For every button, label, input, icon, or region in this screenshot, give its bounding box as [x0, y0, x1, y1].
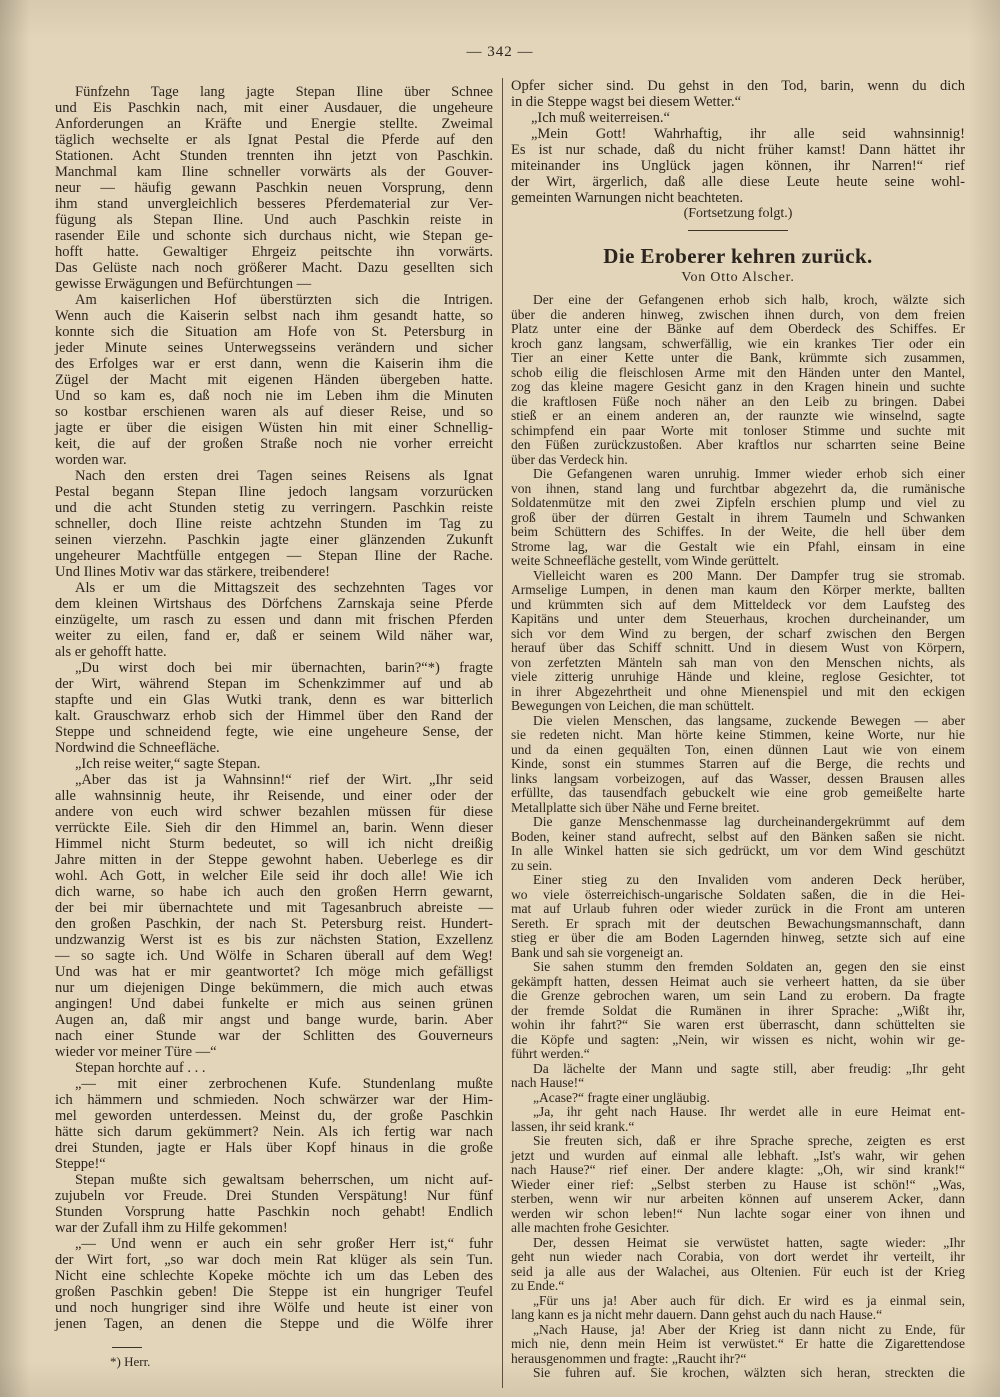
text-line: geht nun wieder nach Corabia, von dort werdet ihr verteilt, ihr: [511, 1249, 965, 1264]
section-rule: [688, 230, 788, 231]
footnote-rule: [112, 1347, 142, 1348]
text-line: „Mein Gott! Wahrhaftig, ihr alle seid wahnsinnig!: [531, 126, 965, 142]
text-line: beim Schüttern des Schiffes. In der Weite, die hell über dem: [511, 524, 965, 539]
text-line: in die Steppe wagst bei diesem Wetter.“: [511, 94, 742, 110]
article-byline: Von Otto Alscher.: [681, 270, 795, 285]
text-line: Anforderungen an Kräfte und Energie stellte. Zweimal: [55, 116, 493, 132]
text-line: den Füßen zurückzustoßen. Aber kraftlos nur scharrten seine Beine: [511, 437, 965, 452]
text-line: Der, dessen Heimat sie verwüstet hatten, sagte wieder: „Ihr: [533, 1234, 965, 1250]
text-line: über das Verdeck hin.: [511, 451, 628, 467]
text-line: Sie fuhren auf. Sie krochen, wälzten sich heran, streckten die: [533, 1365, 965, 1380]
text-line: Nordwind die Schneefläche.: [55, 740, 220, 756]
text-line: der fremde Soldat die Rumänen in ihrer Sprache: „Wißt ihr,: [511, 1002, 965, 1018]
text-line: als er gehofft hatte.: [55, 644, 167, 660]
text-line: Bewegungen von Leichen, die man schüttelt.: [511, 698, 755, 713]
text-line: Pestal begann Stepan Iline jedoch langsam vorzurücken: [55, 484, 493, 500]
text-line: lassen, ihr seid krank.“: [511, 1118, 635, 1134]
text-line: Sereth. Er sprach mit der deutschen Bewachungsmannschaft, dann: [511, 915, 965, 931]
column-divider: [502, 78, 503, 1388]
text-line: nach einer Stunde war der Schlitten des Gouverneurs: [55, 1028, 493, 1044]
text-line: ihm stand unvergleichlich besseres Pferdematerial zur Ver-: [55, 196, 493, 212]
text-line: „Aber das ist ja Wahnsinn!“ rief der Wirt. „Ihr seid: [75, 772, 493, 788]
text-line: und krümmten sich auf dem Mitteldeck vor dem Laufsteg des: [511, 596, 965, 612]
text-line: „Ja, ihr geht nach Hause. Ihr werdet alle in eure Heimat ent-: [533, 1104, 965, 1119]
text-line: Sie sahen stumm den fremden Soldaten an, gegen den sie einst: [533, 959, 965, 974]
continuation-note: (Fortsetzung folgt.): [683, 206, 793, 221]
paragraph: [511, 714, 965, 816]
text-line: „Nach Hause, ja! Aber der Krieg ist dann nicht zu Ende, für: [533, 1321, 965, 1337]
text-line: Opfer sicher sind. Du gehst in den Tod, barin, wenn du dich: [511, 78, 965, 94]
paragraph: [511, 1134, 965, 1236]
text-line: viele zitterig unruhige Hände und kleine, reglose Gesichter, tot: [511, 669, 965, 684]
text-line: Strome lag, war die Gestalt wie ein Pfahl, einsam in eine: [511, 538, 965, 554]
text-line: alle wahnsinnig heute, ihr Reisende, und einer oder der: [55, 788, 493, 804]
text-line: lang kann es ja nicht mehr dauern. Dann gehst auch du nach Hause.“: [511, 1307, 883, 1322]
paragraph: [511, 873, 965, 960]
text-line: hätte sich darum gekümmert? Nein. Als ich fertig war nach: [55, 1124, 493, 1140]
text-line: jagte er über die eisigen Wüsten hin mit einer Schnellig-: [55, 420, 493, 436]
text-line: Die vielen Menschen, das langsame, zuckende Bewegen — aber: [533, 712, 965, 728]
text-line: dem kleinen Wirtshaus des Dörfchens Zarnskaja seine Pferde: [55, 596, 493, 612]
text-line: und die acht Stunden stetig zu verringern. Paschkin reiste: [55, 500, 493, 516]
text-line: seid ja alle aus der Walachei, aus Oltenien. Für euch ist der Krieg: [511, 1263, 965, 1279]
text-line: zujubeln vor Freude. Drei Stunden Verspätung! Nur fünf: [55, 1188, 493, 1204]
text-line: ungeheurer Machtfülle entgegen — Stepan Iline der Rache.: [55, 548, 493, 564]
text-line: einzügelte, um rasch zu essen und dann mit frischen Pferden: [55, 612, 493, 628]
text-line: stieß er an einem anderen an, der raunzte wie winselnd, sagte: [511, 408, 965, 423]
text-line: Als er um die Mittagszeit des sechzehnten Tages vor: [75, 580, 493, 596]
text-line: ich hämmern und schmieden. Noch schwärzer war der Him-: [55, 1092, 493, 1108]
text-line: sie redeten nicht. Man hörte keine Stimmen, keine Worte, nur hie: [511, 727, 965, 742]
text-line: nur um diejenigen Dinge bekümmern, die mich auch etwas: [55, 980, 493, 996]
text-line: zu sein.: [511, 857, 553, 873]
text-line: Manchmal kam Iline schneller vorwärts als der Gouver-: [55, 164, 493, 180]
text-line: Augen an, daß mir angst und bange wurde, barin. Aber: [55, 1012, 493, 1028]
right-column: [511, 78, 965, 1381]
text-line: der Wirt, während Stepan im Schenkzimmer auf und ab: [55, 676, 493, 692]
text-line: Das Gelüste nach noch größerer Macht. Dazu gesellten sich: [55, 260, 493, 276]
text-line: miteinander ins Unglück jagen können, ihr Narren!“ rief: [511, 158, 965, 174]
text-line: nach Hause?“ rief einer. Der andere klagte: „Oh, wir sind krank!“: [511, 1162, 965, 1177]
article-title: Die Eroberer kehren zurück.: [603, 244, 873, 268]
text-line: Und so kam es, daß noch nie im Leben ihm die Minuten: [55, 388, 493, 404]
text-line: sterben, wenn wir nur arbeiten können auf unserem Acker, dann: [511, 1191, 965, 1206]
text-line: Die Gefangenen waren unruhig. Immer wieder erhob sich einer: [533, 466, 965, 481]
text-line: In alle Winkel hatten sie sich gedrückt, um vor dem Wind geschützt: [511, 843, 965, 858]
text-line: Nach den ersten drei Tagen seines Reisens als Ignat: [75, 468, 493, 484]
text-line: der Wirt fort, „so war doch mein Rat klüger als sein Tun.: [55, 1252, 493, 1268]
text-line: Es ist nur schade, daß du nicht früher kamst! Dann hättet ihr: [511, 142, 965, 158]
text-line: Sie freuten sich, daß er ihre Sprache spreche, zeigten es erst: [533, 1133, 965, 1148]
paragraph: [511, 1062, 965, 1091]
text-line: Fünfzehn Tage lang jagte Stepan Iline über Schnee: [75, 84, 493, 100]
text-line: schob eilig die fleischlosen Arme mit den Händen unter den Mantel,: [511, 364, 965, 380]
text-line: „Acase?“ fragte einer ungläubig.: [533, 1089, 710, 1105]
text-line: Stepan horchte auf . . .: [75, 1060, 206, 1076]
text-line: — so sagte ich. Und Wölfe in Scharen überall auf dem Weg!: [55, 948, 493, 964]
text-line: Platz unter eine der Bänke auf dem Oberdeck des Schiffes. Er: [511, 321, 965, 336]
paragraph: [511, 569, 965, 714]
text-line: der bei mir übernachtete und mit Tagesanbruch abreiste —: [55, 900, 493, 916]
text-line: groß über der dürren Gestalt in ihrem Taumeln und Schwanken: [511, 509, 965, 525]
footnote: *) Herr.: [110, 1354, 151, 1369]
text-line: Himmel nicht Sturm bedeutet, so will ich nicht dreißig: [55, 836, 493, 852]
text-line: Metallplatte sich über Nähe und Ferne breitet.: [511, 799, 760, 815]
paragraph: [55, 292, 493, 468]
paragraph: [55, 1060, 493, 1076]
text-line: Da lächelte der Mann und sagte still, aber freudig: „Ihr geht: [533, 1060, 965, 1076]
paragraph: [511, 110, 965, 126]
page-number: — 342 —: [466, 44, 534, 60]
paragraph: [511, 126, 965, 206]
paragraph: [55, 84, 493, 292]
text-line: führt werden.“: [511, 1046, 590, 1061]
text-line: verrückte Eile. Sieh dir den Himmel an, barin. Wenn dieser: [55, 820, 493, 836]
text-line: Kinde, sonst ein stummes Starren auf die Berge, die rechts und: [511, 756, 965, 771]
article-body: [511, 293, 965, 1381]
text-line: schneller, doch Iline reiste achtzehn Stunden im Tag zu: [55, 516, 493, 532]
text-line: wo viele österreichisch-ungarische Soldaten saßen, die in die Hei-: [511, 886, 965, 902]
paragraph: [55, 756, 493, 772]
text-line: „— Und wenn er auch ein sehr großer Herr ist,“ fuhr: [75, 1236, 493, 1252]
text-line: den großen Paschkin, der nach St. Petersburg reist. Hundert-: [55, 916, 493, 932]
text-line: Steppe und schneidend fegte, wie eine ungeheure Sense, der: [55, 724, 493, 740]
paragraph: [55, 580, 493, 660]
text-line: Bank und sah sie vorgeneigt an.: [511, 944, 684, 960]
paragraph: [511, 293, 965, 467]
text-line: „— mit einer zerbrochenen Kufe. Stundenlang mußte: [75, 1076, 493, 1092]
text-line: sich vor dem Wind zu bergen, der scharf zwischen den Bergen: [511, 625, 965, 641]
text-line: die Grenze gebrochen waren, um sein Land zu erobern. Da fragte: [511, 988, 965, 1003]
text-line: herausgenommen und fragte: „Raucht ihr?“: [511, 1350, 747, 1366]
text-line: Der eine der Gefangenen erhob sich halb, kroch, wälzte sich: [533, 292, 965, 307]
text-line: erfüllte, das tausendfach gebuckelt wie eine grob gemeißelte harte: [511, 785, 965, 800]
text-line: herauf über das Schiff schnitt. Und in diesem Wust von Körpern,: [511, 640, 965, 655]
text-line: und da einen gequälten Ton, einen dünnen Laut wie von einem: [511, 741, 965, 757]
paragraph: [511, 1323, 965, 1367]
text-line: Steppe!“: [55, 1156, 106, 1172]
paragraph: [55, 772, 493, 1060]
text-line: „Ich muß weiterreisen.“: [531, 110, 670, 126]
paragraph: [511, 1366, 965, 1381]
text-line: kroch ganz langsam, schwerfällig, wie ein krankes Tier oder ein: [511, 335, 965, 351]
text-line: Soldatenmütze mit den zwei Zipfeln erschien plump und viel zu: [511, 495, 965, 510]
text-line: jetzt und wurden auf einmal alle lebhaft. „Ist's wahr, wir gehen: [511, 1147, 965, 1163]
text-line: undzwanzig Werst ist es bis zur nächsten Station, Exzellenz: [55, 932, 493, 948]
text-line: Und was hat er mir geantwortet? Ich möge mich gefälligst: [55, 964, 493, 980]
text-line: und Eis Paschkin nach, mit einer Ausdauer, die ungeheure: [55, 100, 493, 116]
story-continuation: [511, 78, 965, 206]
text-line: Und Ilines Motiv war das stärkere, treibendere!: [55, 564, 330, 580]
text-line: die Köpfe und sagten: „Nein, wir wissen es nicht, wohin wir ge-: [511, 1031, 965, 1047]
paragraph: [511, 78, 965, 110]
text-line: Einer stieg zu den Invaliden vom anderen Deck herüber,: [533, 872, 965, 887]
text-line: angingen! Und dabei funkelte er mich aus seinen grünen: [55, 996, 493, 1012]
paragraph: [511, 960, 965, 1062]
text-line: Vielleicht waren es 200 Mann. Der Dampfer trug sie stromab.: [533, 567, 965, 583]
paragraph: [511, 467, 965, 569]
text-line: in ihrer Abgezehrtheit und ohne Mienenspiel und mit den eckigen: [511, 683, 965, 699]
text-line: dich warne, so habe ich auch den großen Herrn gewarnt,: [55, 884, 493, 900]
text-line: links langsam vorbeizogen, auf das Wasser, dessen Brausen alles: [511, 770, 965, 786]
text-line: schimpfend ein paar Worte mit tonloser Stimme und suchte mit: [511, 422, 965, 438]
text-line: des Erfolges war er erst dann, wenn die Kaiserin ihm die: [55, 356, 493, 372]
text-line: wohl. Ach Gott, in welcher Eile seid ihr doch alle! Wie ich: [55, 868, 493, 884]
paragraph: [55, 660, 493, 756]
text-line: konnte sich die Situation am Hofe von St. Petersburg in: [55, 324, 493, 340]
text-line: von zerfetzten Mänteln sah man von den Menschen nichts, als: [511, 654, 965, 670]
text-line: worden war.: [55, 452, 127, 468]
text-line: stieg er über die am Boden Lagernden hinweg, setzte sich auf eine: [511, 930, 965, 945]
text-line: gekämpft hatten, dessen Heimat auch sie verheert hatten, da sie über: [511, 973, 965, 989]
text-line: hofft hatte. Gewaltiger Ehrgeiz peitschte ihn vorwärts.: [55, 244, 493, 260]
text-line: so kostbar erschienen waren als auf dieser Reise, und so: [55, 404, 493, 420]
text-line: rasender Eile und schonte sich durchaus nicht, wie Stepan ge-: [55, 228, 493, 244]
paragraph: [511, 815, 965, 873]
paragraph: [511, 1105, 965, 1134]
text-line: Jahre mitten in der Steppe gewohnt haben. Ueberlege es dir: [55, 852, 493, 868]
text-line: Boden, keiner stand aufrecht, selbst auf den Bänken saßen sie nicht.: [511, 828, 965, 844]
paragraph: [55, 1172, 493, 1236]
text-line: gemeinten Warnungen nicht beachteten.: [511, 190, 744, 206]
paragraph: [511, 1294, 965, 1323]
text-line: nach Hause!“: [511, 1075, 585, 1090]
text-line: und noch hungriger sind ihre Wölfe und heute ist einer von: [55, 1300, 493, 1316]
text-line: zog das kleine magere Gesicht ganz in den Kragen hinein und suchte: [511, 379, 965, 394]
text-line: Wenn auch die Kaiserin selbst nach ihm gesandt hatte, so: [55, 308, 493, 324]
text-line: zu Ende.“: [511, 1278, 565, 1293]
story-text: [55, 84, 493, 1332]
text-line: „Du wirst doch bei mir übernachten, barin?“*) fragte: [75, 660, 493, 676]
paragraph: [511, 1236, 965, 1294]
text-line: Wieder einer rief: „Selbst sterben zu Hause ist schön!“ „Was,: [511, 1176, 965, 1192]
text-line: über die anderen hinweg, zwischen ihnen durch, von dem freien: [511, 306, 965, 322]
paragraph: [55, 1236, 493, 1332]
text-line: mel geworden unterdessen. Meinst du, der große Paschkin: [55, 1108, 493, 1124]
text-line: weiter zu eilen, fand er, daß er seinem Wild näher war,: [55, 628, 493, 644]
text-line: kalt. Grauschwarz erhob sich der Himmel über den Rand der: [55, 708, 493, 724]
text-line: mat auf Urlaub fuhren oder wieder zurück in die Front am unteren: [511, 901, 965, 916]
text-line: neur — häufig gewann Paschkin neuen Vorsprung, denn: [55, 180, 493, 196]
text-line: gewisse Erwägungen und Befürchtungen —: [55, 276, 312, 292]
text-line: Stunden Vorsprung hatte Paschkin noch gehabt! Endlich: [55, 1204, 493, 1220]
text-line: von ihnen, stand lang und furchtbar abgezehrt da, die rumänische: [511, 480, 965, 496]
left-column: [55, 84, 493, 1332]
text-line: Stationen. Acht Stunden trennten ihn jetzt von Paschkin.: [55, 148, 493, 164]
paragraph: [55, 1076, 493, 1172]
text-line: andere von euch wird schwer bezahlen müssen für diese: [55, 804, 493, 820]
text-line: wieder vor meiner Türe —“: [55, 1044, 217, 1060]
text-line: mich nie, denn mein Heim ist verwüstet.“ Er hatte die Zigarettendose: [511, 1336, 965, 1351]
text-line: die kraftlosen Füße noch näher an den Leib zu bringen. Dabei: [511, 393, 965, 409]
text-line: jenen Tagen, an denen die Steppe und die Wölfe ihrer: [55, 1316, 493, 1332]
text-line: fügung als Stepan Iline. Und auch Paschkin reiste in: [55, 212, 493, 228]
text-line: Am kaiserlichen Hof überstürzten sich die Intrigen.: [75, 292, 493, 308]
text-line: großen Paschkin geben! Die Steppe ist ein hungriger Teufel: [55, 1284, 493, 1300]
text-line: Zügel der Macht mit eigenen Händen übergeben hatte.: [55, 372, 493, 388]
text-line: Stepan mußte sich gewaltsam beherrschen, um nicht auf-: [75, 1172, 493, 1188]
paragraph: [511, 1091, 965, 1106]
text-line: werden wir schon leben!“ Nun lachte sogar einer von ihnen und: [511, 1205, 965, 1221]
text-line: der Wirt, ärgerlich, daß alle diese Leute heute seine wohl-: [511, 174, 965, 190]
text-line: Kapitäns und unter dem Steuerhaus, krochen durcheinander, um: [511, 611, 965, 626]
text-line: „Ich reise weiter,“ sagte Stepan.: [75, 756, 261, 772]
text-line: stapfte und ein Glas Wutki trank, denn es war bitterlich: [55, 692, 493, 708]
text-line: drei Stunden, jagte er Hals über Kopf hinaus in die große: [55, 1140, 493, 1156]
text-line: keit, die auf der großen Straße noch nie vorher erreicht: [55, 436, 493, 452]
text-line: Nicht eine schlechte Kopeke möchte ich um das Leben des: [55, 1268, 493, 1284]
text-line: seinen vierzehn. Paschkin jagte einer glänzenden Zukunft: [55, 532, 493, 548]
text-line: alle machten frohe Gesichter.: [511, 1220, 670, 1235]
text-line: Armselige Lumpen, in denen man kaum den Körper merkte, ballten: [511, 582, 965, 597]
text-line: Tier an einer Kette unter die Bank, krümmte sich zusammen,: [511, 350, 965, 365]
text-line: „Für uns ja! Aber auch für dich. Er wird es ja einmal sein,: [533, 1292, 965, 1308]
text-line: war der Zufall ihm zu Hilfe gekommen!: [55, 1220, 288, 1236]
text-line: jeder Minute seines Unterwegsseins verändern und sicher: [55, 340, 493, 356]
text-line: weite Schneefläche gestellt, vom Winde gerüttelt.: [511, 553, 779, 568]
paragraph: [55, 468, 493, 580]
text-line: wohin ihr fahrt?“ Sie waren erst überrascht, dann schüttelten sie: [511, 1017, 965, 1032]
text-line: Die ganze Menschenmasse lag durcheinandergekrümmt auf dem: [533, 814, 965, 829]
text-line: täglich wechselte er als Ignat Pestal die Pferde auf den: [55, 132, 493, 148]
